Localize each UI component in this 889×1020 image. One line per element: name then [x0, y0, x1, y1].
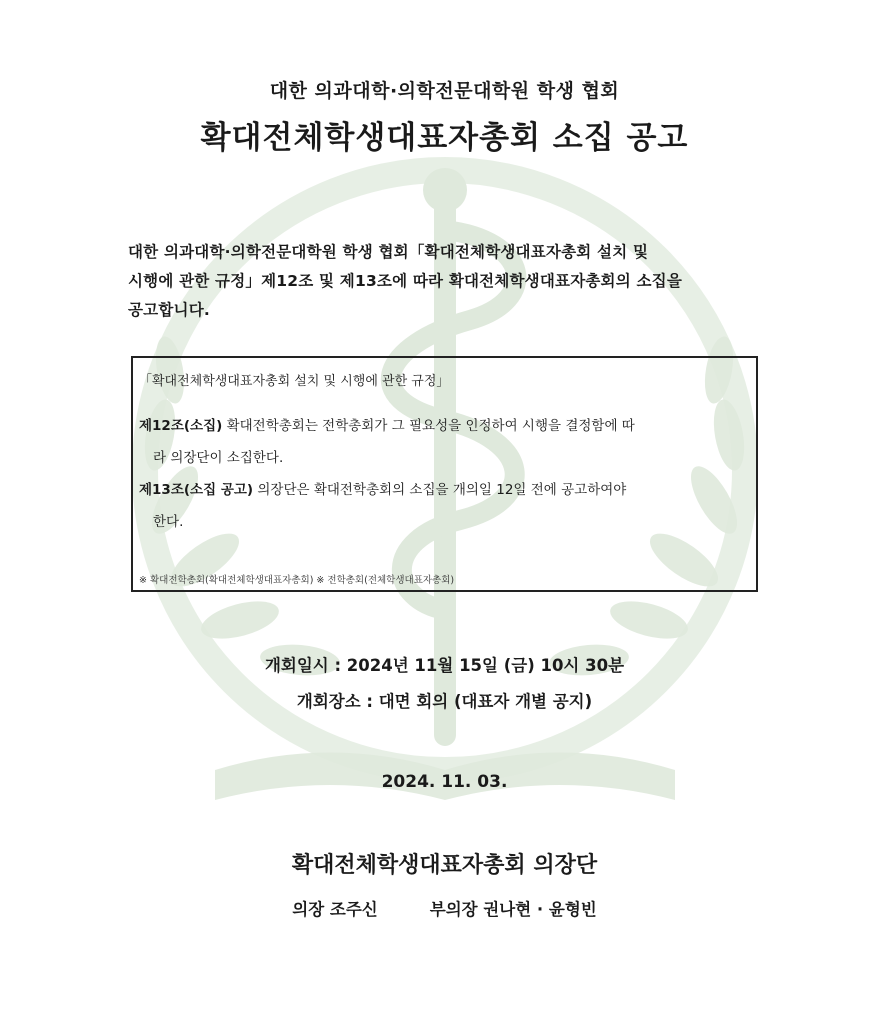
intro-line: 공고합니다.	[128, 301, 210, 319]
intro-line: 시행에 관한 규정」제12조 및 제13조에 따라 확대전체학생대표자총회의 소집을	[128, 272, 683, 290]
article-13	[139, 474, 749, 538]
notice-date: 2024. 11. 03.	[381, 772, 508, 792]
organization-name: 대한 의과대학·의학전문대학원 학생 협회	[269, 80, 620, 102]
article-12-text: 확대전학총회는 전학총회가 그 필요성을 인정하여 시행을 결정함에 따	[222, 418, 635, 434]
article-13-heading: 제13조(소집 공고)	[139, 482, 254, 498]
notice-title: 확대전체학생대표자총회 소집 공고	[200, 120, 689, 156]
article-13-text: 의장단은 확대전학총회의 소집을 개의일 12일 전에 공고하여야	[253, 482, 627, 498]
regulation-title: 「확대전체학생대표자총회 설치 및 시행에 관한 규정」	[139, 374, 450, 389]
meeting-time: 개회일시 : 2024년 11월 15일 (금) 10시 30분	[264, 656, 625, 675]
chair-name: 의장 조주신	[292, 900, 378, 919]
abbreviation-note: ※ 확대전학총회(확대전체학생대표자총회) ※ 전학총회(전체학생대표자총회)	[139, 575, 455, 586]
article-12	[139, 410, 749, 474]
article-12-heading: 제12조(소집)	[139, 418, 223, 434]
intro-line: 대한 의과대학·의학전문대학원 학생 협회「확대전체학생대표자총회 설치 및	[128, 243, 649, 261]
issuer-name: 확대전체학생대표자총회 의장단	[291, 853, 598, 878]
article-13-text-cont: 한다.	[153, 514, 184, 530]
article-12-text-cont: 라 의장단이 소집한다.	[153, 450, 284, 466]
officers-line	[0, 896, 889, 920]
meeting-place: 개회장소 : 대면 회의 (대표자 개별 공지)	[296, 692, 593, 711]
intro-paragraph	[128, 238, 768, 325]
vice-chairs-names: 부의장 권나현 · 윤형빈	[429, 900, 597, 919]
